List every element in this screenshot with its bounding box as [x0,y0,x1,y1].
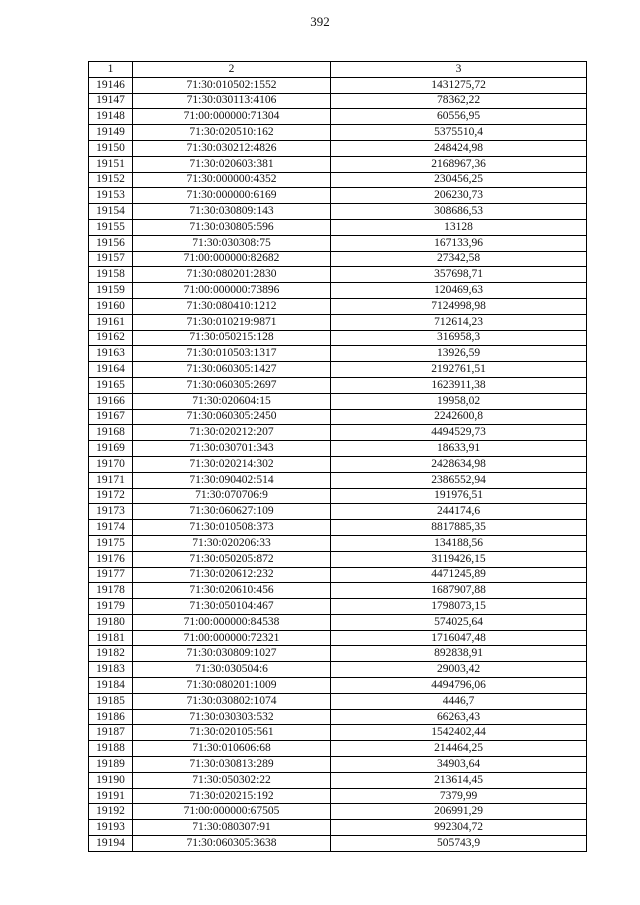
cadastral-number-cell: 71:30:030813:289 [133,757,331,773]
row-number-cell: 19152 [89,172,133,188]
row-number-cell: 19151 [89,156,133,172]
cadastral-number-cell: 71:30:000000:6169 [133,188,331,204]
table-body [89,77,587,851]
cadastral-number-cell: 71:30:020612:232 [133,567,331,583]
table-row [89,393,587,409]
table-row [89,140,587,156]
table-row [89,377,587,393]
value-cell: 892838,91 [331,646,587,662]
table-row [89,283,587,299]
table-row [89,662,587,678]
cadastral-number-cell: 71:30:050205:872 [133,551,331,567]
value-cell: 4494796,06 [331,678,587,694]
value-cell: 120469,63 [331,283,587,299]
table-row [89,646,587,662]
row-number-cell: 19148 [89,109,133,125]
value-cell: 29003,42 [331,662,587,678]
cadastral-number-cell: 71:30:090402:514 [133,472,331,488]
row-number-cell: 19170 [89,456,133,472]
row-number-cell: 19183 [89,662,133,678]
row-number-cell: 19189 [89,757,133,773]
cadastral-number-cell: 71:30:020604:15 [133,393,331,409]
row-number-cell: 19146 [89,77,133,93]
row-number-cell: 19179 [89,599,133,615]
row-number-cell: 19161 [89,314,133,330]
table-row [89,267,587,283]
value-cell: 206991,29 [331,804,587,820]
value-cell: 230456,25 [331,172,587,188]
cadastral-number-cell: 71:00:000000:73896 [133,283,331,299]
row-number-cell: 19155 [89,219,133,235]
cadastral-number-cell: 71:30:070706:9 [133,488,331,504]
value-cell: 1542402,44 [331,725,587,741]
row-number-cell: 19177 [89,567,133,583]
row-number-cell: 19167 [89,409,133,425]
value-cell: 3119426,15 [331,551,587,567]
cadastral-number-cell: 71:30:020206:33 [133,535,331,551]
cadastral-number-cell: 71:30:060305:2697 [133,377,331,393]
value-cell: 13128 [331,219,587,235]
row-number-cell: 19186 [89,709,133,725]
table-row [89,630,587,646]
row-number-cell: 19194 [89,836,133,852]
cadastral-number-cell: 71:30:010502:1552 [133,77,331,93]
row-number-cell: 19154 [89,204,133,220]
cadastral-number-cell: 71:30:050302:22 [133,772,331,788]
row-number-cell: 19175 [89,535,133,551]
cadastral-number-cell: 71:30:080410:1212 [133,298,331,314]
row-number-cell: 19164 [89,362,133,378]
table-row [89,741,587,757]
value-cell: 7124998,98 [331,298,587,314]
value-cell: 1431275,72 [331,77,587,93]
row-number-cell: 19191 [89,788,133,804]
table-row [89,804,587,820]
table-row [89,298,587,314]
table-row [89,788,587,804]
row-number-cell: 19157 [89,251,133,267]
cadastral-number-cell: 71:30:080201:1009 [133,678,331,694]
row-number-cell: 19193 [89,820,133,836]
table-row [89,188,587,204]
table-row [89,314,587,330]
row-number-cell: 19190 [89,772,133,788]
row-number-cell: 19180 [89,614,133,630]
row-number-cell: 19160 [89,298,133,314]
cadastral-number-cell: 71:30:030504:6 [133,662,331,678]
table-row [89,820,587,836]
value-cell: 60556,95 [331,109,587,125]
value-cell: 5375510,4 [331,125,587,141]
cadastral-number-cell: 71:30:080201:2830 [133,267,331,283]
table-row [89,678,587,694]
page-number: 392 [310,14,330,29]
table-row [89,535,587,551]
table-row [89,77,587,93]
value-cell: 206230,73 [331,188,587,204]
cadastral-number-cell: 71:00:000000:72321 [133,630,331,646]
cadastral-number-cell: 71:30:030701:343 [133,441,331,457]
cadastral-number-cell: 71:00:000000:67505 [133,804,331,820]
cadastral-number-cell: 71:00:000000:82682 [133,251,331,267]
cadastral-number-cell: 71:30:050215:128 [133,330,331,346]
row-number-cell: 19168 [89,425,133,441]
table-row [89,614,587,630]
table-row [89,425,587,441]
row-number-cell: 19158 [89,267,133,283]
cadastral-number-cell: 71:30:030802:1074 [133,693,331,709]
row-number-cell: 19169 [89,441,133,457]
table-row [89,441,587,457]
table-row [89,125,587,141]
value-cell: 13926,59 [331,346,587,362]
row-number-cell: 19150 [89,140,133,156]
table-row [89,757,587,773]
cadastral-number-cell: 71:30:020212:207 [133,425,331,441]
row-number-cell: 19172 [89,488,133,504]
table-row [89,488,587,504]
value-cell: 2168967,36 [331,156,587,172]
table-row [89,346,587,362]
row-number-cell: 19181 [89,630,133,646]
column-header-2: 2 [133,62,331,78]
table-row [89,504,587,520]
value-cell: 27342,58 [331,251,587,267]
cadastral-number-cell: 71:30:020214:302 [133,456,331,472]
table-row [89,362,587,378]
row-number-cell: 19166 [89,393,133,409]
row-number-cell: 19192 [89,804,133,820]
table-row [89,251,587,267]
table-row [89,567,587,583]
value-cell: 1687907,88 [331,583,587,599]
cadastral-number-cell: 71:30:020215:192 [133,788,331,804]
table-row [89,409,587,425]
value-cell: 574025,64 [331,614,587,630]
value-cell: 134188,56 [331,535,587,551]
table-row [89,93,587,109]
table-row [89,725,587,741]
table-row [89,235,587,251]
table-row [89,172,587,188]
value-cell: 213614,45 [331,772,587,788]
cadastral-number-cell: 71:00:000000:84538 [133,614,331,630]
table-row [89,709,587,725]
value-cell: 1623911,38 [331,377,587,393]
cadastral-number-cell: 71:30:030809:1027 [133,646,331,662]
table-row [89,109,587,125]
data-table [88,61,587,852]
row-number-cell: 19184 [89,678,133,694]
value-cell: 19958,02 [331,393,587,409]
cadastral-number-cell: 71:30:060305:2450 [133,409,331,425]
cadastral-number-cell: 71:30:030805:596 [133,219,331,235]
table-row [89,156,587,172]
cadastral-number-cell: 71:30:010503:1317 [133,346,331,362]
value-cell: 2386552,94 [331,472,587,488]
column-header-1: 1 [89,62,133,78]
cadastral-number-cell: 71:30:020610:456 [133,583,331,599]
value-cell: 8817885,35 [331,520,587,536]
table-row [89,583,587,599]
value-cell: 316958,3 [331,330,587,346]
cadastral-number-cell: 71:30:010219:9871 [133,314,331,330]
table-row [89,599,587,615]
cadastral-number-cell: 71:30:060305:1427 [133,362,331,378]
cadastral-number-cell: 71:30:030809:143 [133,204,331,220]
value-cell: 712614,23 [331,314,587,330]
row-number-cell: 19182 [89,646,133,662]
table-row [89,472,587,488]
cadastral-number-cell: 71:30:010606:68 [133,741,331,757]
table-row [89,520,587,536]
value-cell: 248424,98 [331,140,587,156]
row-number-cell: 19165 [89,377,133,393]
row-number-cell: 19176 [89,551,133,567]
value-cell: 214464,25 [331,741,587,757]
value-cell: 1716047,48 [331,630,587,646]
value-cell: 191976,51 [331,488,587,504]
row-number-cell: 19185 [89,693,133,709]
value-cell: 2192761,51 [331,362,587,378]
row-number-cell: 19162 [89,330,133,346]
value-cell: 78362,22 [331,93,587,109]
row-number-cell: 19174 [89,520,133,536]
table-row [89,772,587,788]
cadastral-number-cell: 71:30:030212:4826 [133,140,331,156]
cadastral-number-cell: 71:30:060627:109 [133,504,331,520]
value-cell: 167133,96 [331,235,587,251]
table-row [89,456,587,472]
value-cell: 357698,71 [331,267,587,283]
table-row [89,551,587,567]
row-number-cell: 19156 [89,235,133,251]
cadastral-number-cell: 71:30:060305:3638 [133,836,331,852]
value-cell: 4471245,89 [331,567,587,583]
cadastral-number-cell: 71:30:010508:373 [133,520,331,536]
value-cell: 505743,9 [331,836,587,852]
row-number-cell: 19187 [89,725,133,741]
value-cell: 2242600,8 [331,409,587,425]
column-header-3: 3 [331,62,587,78]
value-cell: 66263,43 [331,709,587,725]
cadastral-number-cell: 71:30:030308:75 [133,235,331,251]
value-cell: 4494529,73 [331,425,587,441]
row-number-cell: 19149 [89,125,133,141]
cadastral-number-cell: 71:30:080307:91 [133,820,331,836]
cadastral-number-cell: 71:30:000000:4352 [133,172,331,188]
table-row [89,330,587,346]
value-cell: 2428634,98 [331,456,587,472]
value-cell: 308686,53 [331,204,587,220]
cadastral-number-cell: 71:30:030113:4106 [133,93,331,109]
table-row [89,219,587,235]
table-row [89,693,587,709]
value-cell: 244174,6 [331,504,587,520]
cadastral-number-cell: 71:30:020510:162 [133,125,331,141]
row-number-cell: 19147 [89,93,133,109]
table-row [89,204,587,220]
cadastral-number-cell: 71:30:050104:467 [133,599,331,615]
cadastral-number-cell: 71:00:000000:71304 [133,109,331,125]
row-number-cell: 19153 [89,188,133,204]
value-cell: 7379,99 [331,788,587,804]
value-cell: 4446,7 [331,693,587,709]
cadastral-number-cell: 71:30:020105:561 [133,725,331,741]
row-number-cell: 19178 [89,583,133,599]
row-number-cell: 19171 [89,472,133,488]
value-cell: 1798073,15 [331,599,587,615]
row-number-cell: 19163 [89,346,133,362]
table-header-row [89,62,587,78]
value-cell: 18633,91 [331,441,587,457]
value-cell: 34903,64 [331,757,587,773]
cadastral-number-cell: 71:30:020603:381 [133,156,331,172]
row-number-cell: 19173 [89,504,133,520]
value-cell: 992304,72 [331,820,587,836]
cadastral-number-cell: 71:30:030303:532 [133,709,331,725]
row-number-cell: 19188 [89,741,133,757]
table-row [89,836,587,852]
row-number-cell: 19159 [89,283,133,299]
